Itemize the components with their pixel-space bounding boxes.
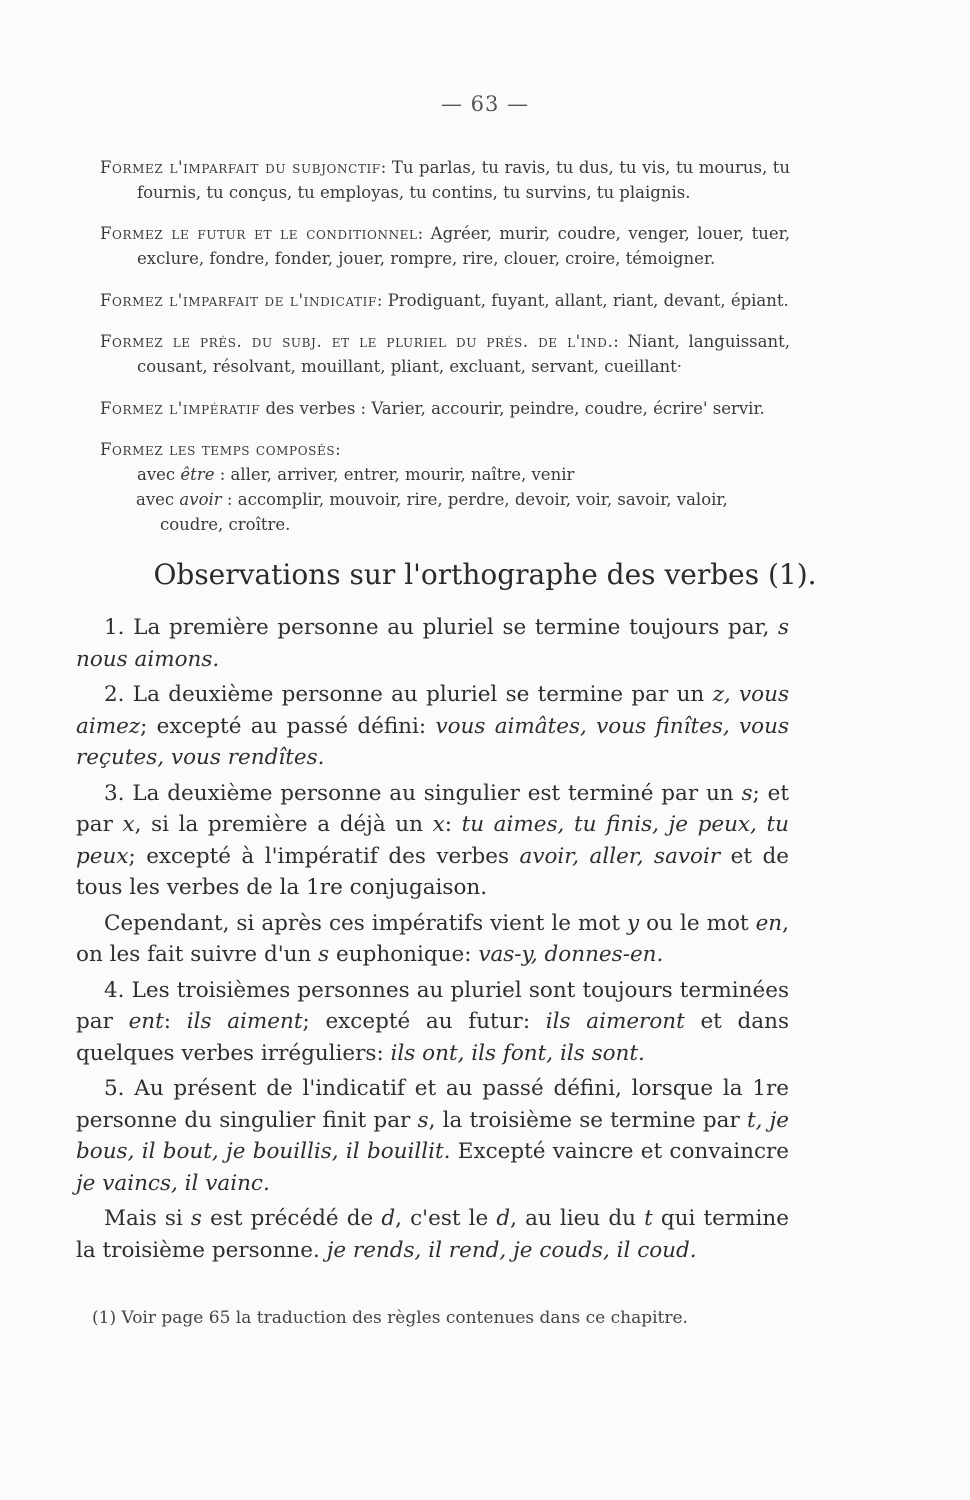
exercise-item: Formez les temps composés: [100,440,341,459]
exercise-item: Formez l'impératif des verbes : Varier, accourir, peindre, coudre, écrire' servir. [100,398,765,418]
observations [76,612,789,1266]
exercise-item: Formez l'imparfait de l'indicatif: Prodiguant, fuyant, allant, riant, devant, épiant. [100,290,789,310]
rule-paragraph: 3. La deuxième personne au singulier est terminé par un s; et par x, si la première a déjà un x: tu aimes, tu finis, je peux, tu peux; excepté à l'impératif des verbes avoir, aller, savoir et de tous les verbes de la 1re conjugaison. [76,780,789,900]
exercise-subitem: avec avoir : accomplir, mouvoir, rire, perdre, devoir, voir, savoir, valoir, coudre, croître. [136,490,728,534]
exercise-subitem: avec être : aller, arriver, entrer, mourir, naître, venir [137,465,575,484]
rule-paragraph: Mais si s est précédé de d, c'est le d, au lieu du t qui termine la troisième personne. je rends, il rend, je couds, il coud. [76,1206,789,1263]
exercise-item: Formez l'imparfait du subjonctif: Tu parlas, tu ravis, tu dus, tu vis, tu mourus, tu fournis, tu conçus, tu employas, tu contins, tu survins, tu plaignis. [100,157,791,202]
exercise-list [100,138,790,537]
exercise-item: Formez le prés. du subj. et le pluriel du prés. de l'ind.: Niant, languissant, cousant, résolvant, mouillant, pliant, excluant, servant, cueillant· [100,332,790,376]
exercise-item: Formez le futur et le conditionnel: Agréer, murir, coudre, venger, louer, tuer, exclure, fondre, fonder, jouer, rompre, rire, clouer, croire, témoigner. [100,224,790,268]
page-number: — 63 — [440,92,530,116]
footnote: (1) Voir page 65 la traduction des règles contenues dans ce chapitre. [92,1308,688,1328]
rule-paragraph: Cependant, si après ces impératifs vient le mot y ou le mot en, on les fait suivre d'un s euphonique: vas-y, donnes-en. [76,910,789,967]
rule-paragraph: 4. Les troisièmes personnes au pluriel sont toujours terminées par ent: ils aiment; excepté au futur: ils aimeront et dans quelques verbes irréguliers: ils ont, ils font, ils sont. [76,977,789,1066]
section-heading: Observations sur l'orthographe des verbes (1). [153,558,817,591]
rule-paragraph: 1. La première personne au pluriel se termine toujours par, s nous aimons. [76,615,789,672]
rule-paragraph: 2. La deuxième personne au pluriel se termine par un z, vous aimez; excepté au passé défini: vous aimâtes, vous finîtes, vous reçutes, vous rendîtes. [76,682,789,770]
rule-paragraph: 5. Au présent de l'indicatif et au passé défini, lorsque la 1re personne du singulier finit par s, la troisième se termine par t, je bous, il bout, je bouillis, il bouillit. Excepté vaincre et convaincre je vaincs, il vainc. [76,1076,790,1196]
